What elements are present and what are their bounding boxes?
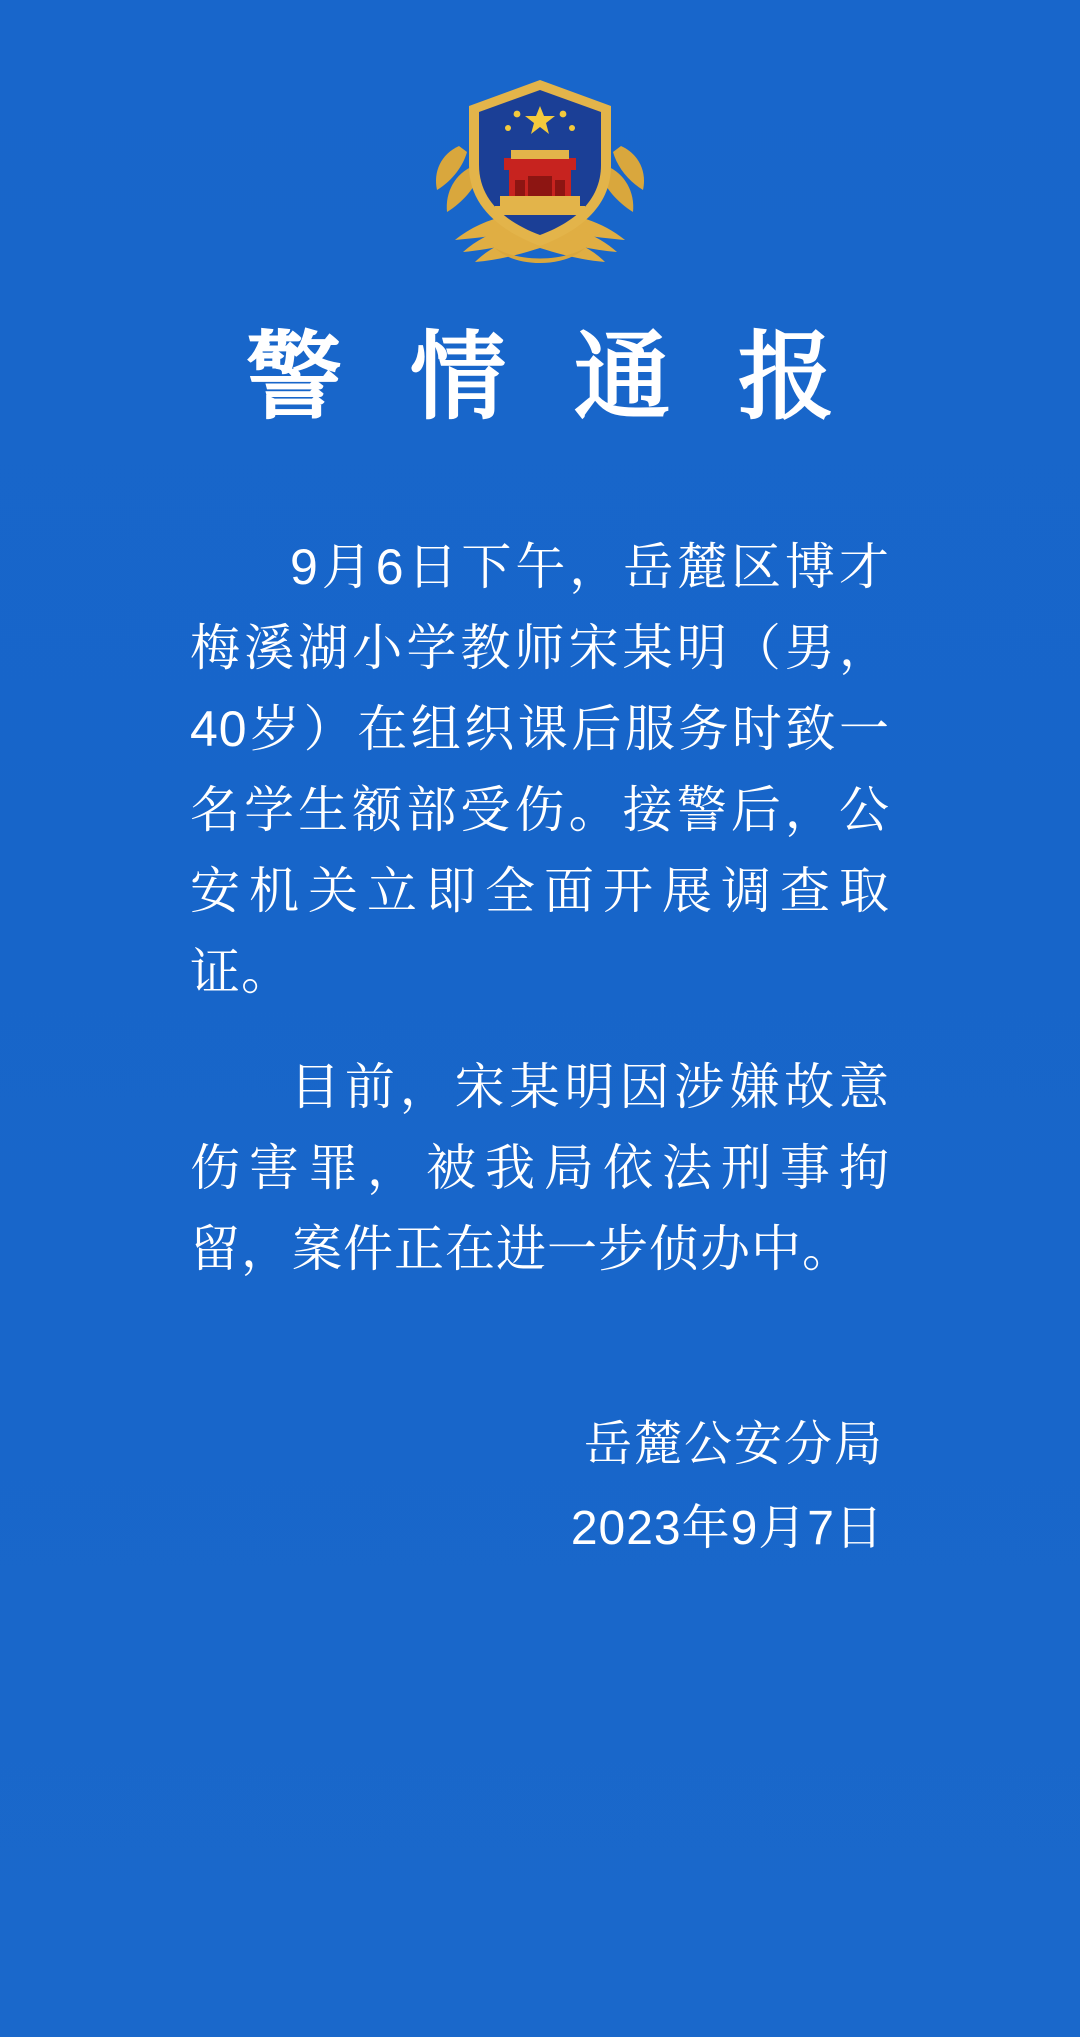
- signature-block: [190, 1408, 890, 1567]
- police-badge-emblem: [425, 62, 655, 277]
- signature-issuer: 岳麓公安分局: [583, 1417, 884, 1471]
- notice-paragraph-1: 9月6日下午，岳麓区博才梅溪湖小学教师宋某明（男，40岁）在组织课后服务时致一名学生额部受伤。接警后，公安机关立即全面开展调查取证。: [190, 538, 890, 1000]
- signature-date: 2023年9月7日: [570, 1501, 884, 1555]
- notice-paragraph-2: 目前，宋某明因涉嫌故意伤害罪，被我局依法刑事拘留，案件正在进一步侦办中。: [190, 1058, 890, 1277]
- page-title: 警 情 通 报: [246, 324, 856, 431]
- notice-body: [190, 527, 890, 1290]
